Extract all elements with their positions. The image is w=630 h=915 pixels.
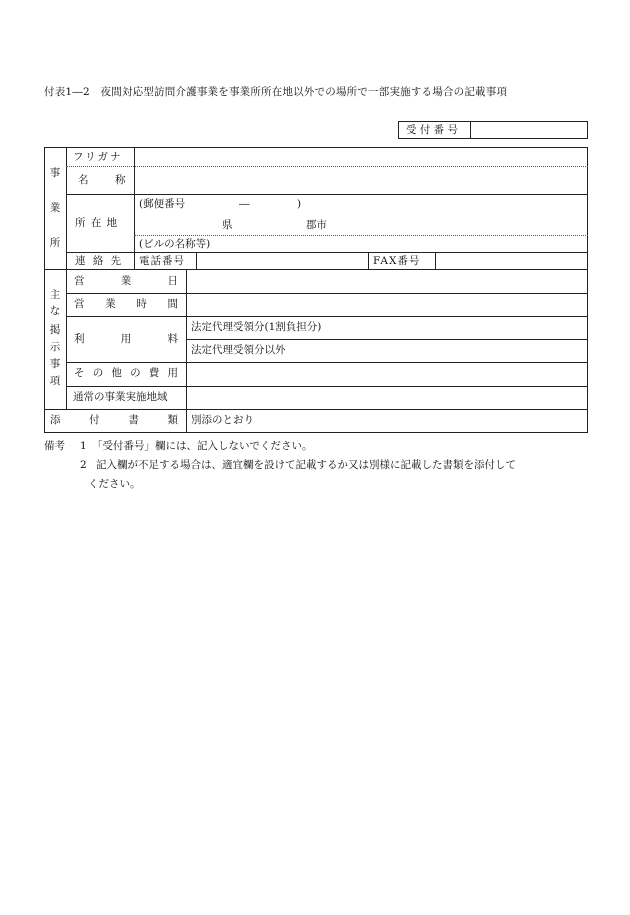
tel-label: 電話番号: [139, 255, 185, 267]
note-2-number: 2: [80, 459, 87, 471]
name-label-b: 称: [115, 174, 126, 186]
name-field: [136, 168, 586, 192]
postal-code-label: (郵便番号: [139, 198, 186, 210]
tel-field: [198, 254, 366, 268]
note-1-text: 「受付番号」欄には、記入しないでください。: [92, 440, 313, 452]
postal-code-close: ): [297, 198, 302, 210]
main-items-side-char: 事: [49, 358, 61, 370]
main-items-side-char: 掲: [49, 324, 61, 336]
contact-label: 連 絡 先: [75, 255, 124, 267]
service-area-field: [188, 388, 586, 408]
furigana-field: [136, 149, 586, 165]
other-costs-field: [188, 364, 586, 385]
usage-fee-label: 利 用 料: [74, 333, 178, 345]
main-items-side-char: な: [49, 305, 61, 317]
furigana-label: フリガナ: [73, 151, 123, 163]
fax-field: [437, 254, 585, 268]
building-label: (ビルの名称等): [139, 238, 211, 250]
fee-statutory-field: [370, 318, 586, 338]
note-2-text-continued: ください。: [88, 478, 141, 490]
prefecture-label: 県: [222, 219, 233, 231]
postal-code-dash: ―: [239, 198, 250, 210]
attachment-label: 添 付 書 類: [50, 414, 178, 426]
business-days-field: [188, 271, 586, 292]
service-area-label: 通常の事業実施地域: [73, 391, 168, 403]
jigyosho-side-char: 事: [49, 167, 61, 179]
note-2-text: 記入欄が不足する場合は、適宜欄を設けて記載するか又は別様に記載した書類を添付して: [96, 459, 516, 471]
attachment-value: 別添のとおり: [191, 414, 254, 426]
main-items-side-char: 主: [49, 289, 61, 301]
fee-non-statutory-field: [320, 341, 586, 361]
fee-statutory-label: 法定代理受領分(1割負担分): [191, 321, 322, 333]
name-label-a: 名: [78, 174, 89, 186]
receipt-number-field: [472, 123, 586, 137]
jigyosho-side-char: 所: [49, 237, 61, 249]
fee-non-statutory-label: 法定代理受領分以外: [191, 344, 286, 356]
receipt-number-label: 受 付 番 号: [406, 124, 459, 136]
city-label: 郡市: [306, 219, 327, 231]
fax-label: FAX番号: [373, 255, 421, 267]
note-1-number: 1: [80, 440, 87, 452]
address-label: 所 在 地: [75, 217, 119, 229]
main-items-side-char: 示: [49, 341, 61, 353]
business-hours-field: [188, 295, 586, 315]
form-title: 付表1―2 夜間対応型訪問介護事業を事業所所在地以外での場所で一部実施する場合の記載事項: [44, 86, 508, 98]
business-days-label: 営 業 日: [74, 275, 178, 287]
main-items-side-char: 項: [49, 375, 61, 387]
notes-heading: 備考: [44, 440, 65, 452]
jigyosho-side-char: 業: [49, 202, 61, 214]
other-costs-label: そ の 他 の 費 用: [74, 367, 178, 379]
business-hours-label: 営 業 時 間: [74, 298, 178, 310]
